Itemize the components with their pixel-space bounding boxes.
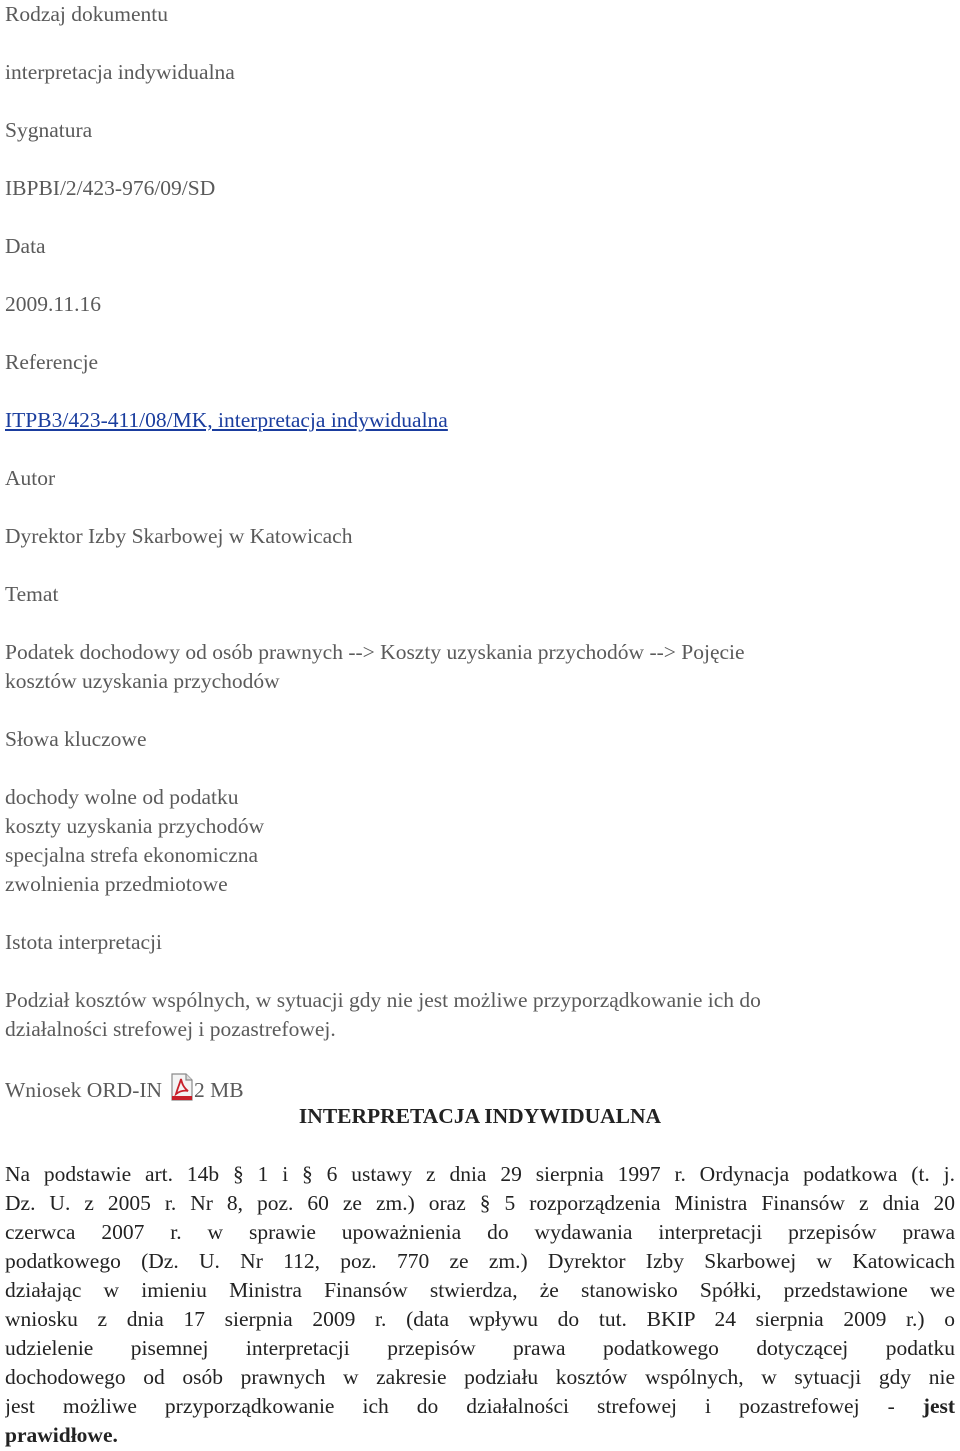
author-label: Autor bbox=[5, 466, 56, 490]
interpretation-title bbox=[0, 1102, 960, 1131]
date-label: Data bbox=[5, 234, 46, 258]
essence-line: Podział kosztów wspólnych, w sytuacji gdy nie jest możliwe przyporządkowanie ich do bbox=[5, 988, 761, 1012]
body-line: udzielenie pisemnej interpretacji przepisów prawa podatkowego dotyczącej podatku bbox=[5, 1336, 955, 1360]
pdf-file-icon[interactable] bbox=[170, 1073, 194, 1101]
body-line: dochodowego od osób prawnych w zakresie podziału kosztów wspólnych, w sytuacji gdy nie bbox=[5, 1365, 955, 1389]
references-row bbox=[5, 406, 448, 435]
verdict-word: jest bbox=[922, 1394, 955, 1418]
keyword-item: dochody wolne od podatku bbox=[5, 785, 239, 809]
author-value: Dyrektor Izby Skarbowej w Katowicach bbox=[5, 524, 353, 548]
keywords-label: Słowa kluczowe bbox=[5, 727, 147, 751]
body-line-text: jest możliwe przyporządkowanie ich do działalności strefowej i pozastrefowej - bbox=[5, 1394, 895, 1418]
body-line: czerwca 2007 r. w sprawie upoważnienia do wydawania interpretacji przepisów prawa bbox=[5, 1220, 955, 1244]
signature-label: Sygnatura bbox=[5, 118, 93, 142]
body-line: Na podstawie art. 14b § 1 i § 6 ustawy z dnia 29 sierpnia 1997 r. Ordynacja podatkowa (t. j. bbox=[5, 1162, 955, 1186]
attachment-row bbox=[5, 1073, 244, 1105]
keyword-item: specjalna strefa ekonomiczna bbox=[5, 843, 259, 867]
attachment-label: Wniosek ORD-IN bbox=[5, 1078, 163, 1102]
keywords-list bbox=[5, 783, 955, 899]
essence-value bbox=[5, 986, 955, 1044]
date-value: 2009.11.16 bbox=[5, 292, 101, 316]
topic-line: Podatek dochodowy od osób prawnych --> Koszty uzyskania przychodów --> Pojęcie bbox=[5, 640, 745, 664]
references-label: Referencje bbox=[5, 350, 99, 374]
signature-value: IBPBI/2/423-976/09/SD bbox=[5, 176, 216, 200]
body-line: podatkowego (Dz. U. Nr 112, poz. 770 ze zm.) Dyrektor Izby Skarbowej w Katowicach bbox=[5, 1249, 955, 1273]
interpretation-body bbox=[5, 1160, 955, 1450]
reference-link[interactable]: ITPB3/423-411/08/MK, interpretacja indywidualna bbox=[5, 408, 448, 432]
keyword-item: zwolnienia przedmiotowe bbox=[5, 872, 228, 896]
attachment-size: 2 MB bbox=[194, 1078, 244, 1102]
body-line-with-verdict bbox=[5, 1392, 955, 1421]
doc-type-value: interpretacja indywidualna bbox=[5, 60, 235, 84]
keyword-item: koszty uzyskania przychodów bbox=[5, 814, 265, 838]
verdict-result: prawidłowe. bbox=[5, 1423, 118, 1447]
topic-label: Temat bbox=[5, 582, 59, 606]
body-line: działając w imieniu Ministra Finansów stwierdza, że stanowisko Spółki, przedstawione we bbox=[5, 1278, 955, 1302]
essence-line: działalności strefowej i pozastrefowej. bbox=[5, 1017, 336, 1041]
essence-label: Istota interpretacji bbox=[5, 930, 162, 954]
doc-type-label: Rodzaj dokumentu bbox=[5, 2, 169, 26]
topic-line: kosztów uzyskania przychodów bbox=[5, 669, 280, 693]
body-line: Dz. U. z 2005 r. Nr 8, poz. 60 ze zm.) oraz § 5 rozporządzenia Ministra Finansów z dnia 20 bbox=[5, 1191, 955, 1215]
body-line: wniosku z dnia 17 sierpnia 2009 r. (data wpływu do tut. BKIP 24 sierpnia 2009 r.) o bbox=[5, 1307, 955, 1331]
topic-value bbox=[5, 638, 955, 696]
interpretation-title-text: INTERPRETACJA INDYWIDUALNA bbox=[298, 1104, 662, 1128]
